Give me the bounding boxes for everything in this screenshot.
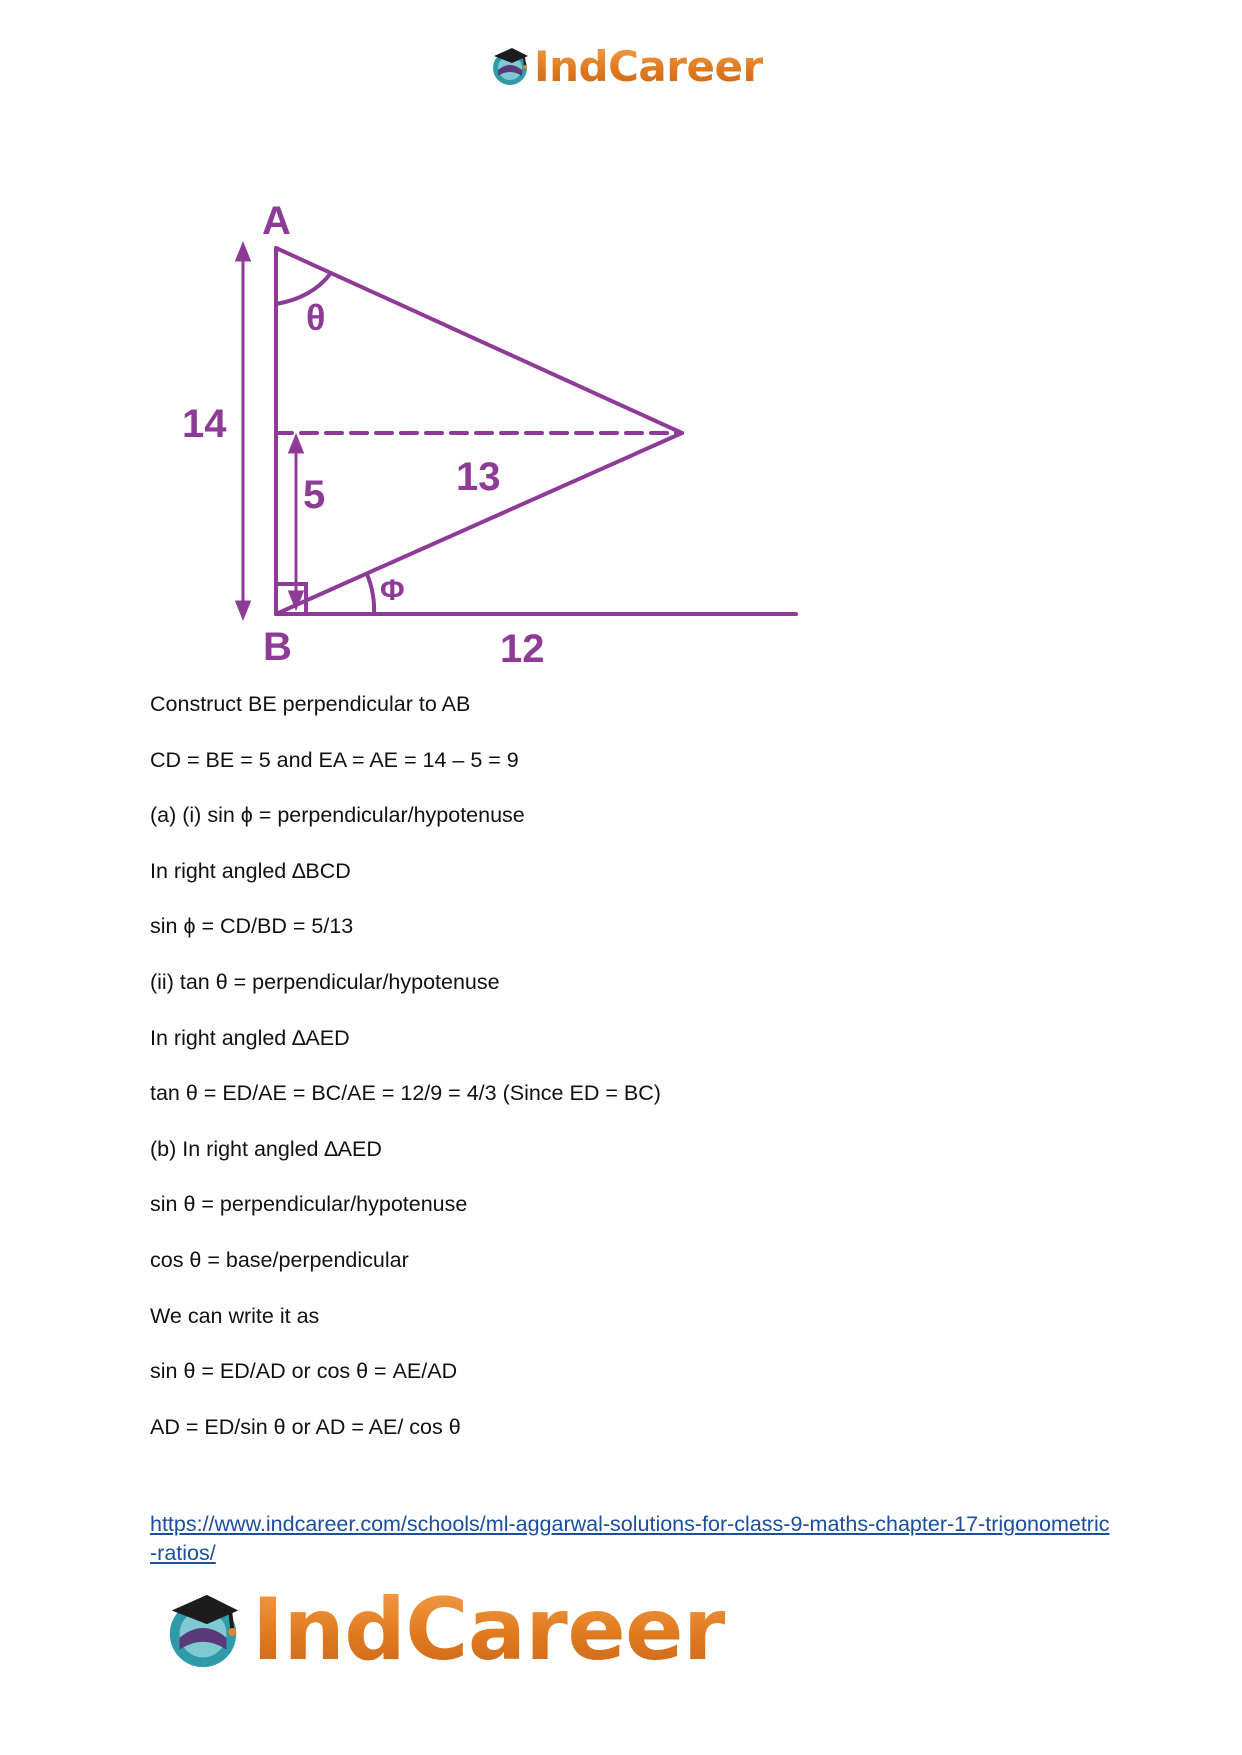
solution-line: Construct BE perpendicular to AB [150, 692, 471, 716]
phi-arc [367, 574, 374, 614]
solution-line: We can write it as [150, 1303, 320, 1328]
solution-line: tan θ = ED/AE = BC/AE = 12/9 = 4/3 (Since ED = BC) [150, 1081, 661, 1106]
label-13: 13 [456, 455, 501, 499]
label-a: A [262, 199, 291, 243]
solution-line: sin θ = perpendicular/hypotenuse [150, 1192, 468, 1217]
solution-line: (ii) tan θ = perpendicular/hypotenuse [150, 969, 500, 994]
label-12: 12 [500, 627, 545, 671]
label-phi: Φ [380, 574, 405, 607]
solution-line: cos θ = base/perpendicular [150, 1247, 409, 1272]
solution-line: sin ϕ = CD/BD = 5/13 [150, 914, 354, 939]
header-logo[interactable] [488, 42, 763, 90]
logo-text: IndCareer [534, 41, 763, 91]
label-14: 14 [182, 402, 227, 446]
solution-line: (b) In right angled ∆AED [150, 1136, 382, 1161]
label-theta: θ [306, 297, 326, 338]
triangle-diagram [160, 190, 820, 680]
logo-text: IndCareer [252, 1580, 725, 1680]
solution-line: (a) (i) sin ϕ = perpendicular/hypotenuse [150, 803, 525, 828]
footer-logo[interactable] [160, 1582, 725, 1678]
label-b: B [263, 625, 292, 669]
graduation-globe-icon [160, 1587, 246, 1673]
solution-line: sin θ = ED/AD or cos θ = AE/AD [150, 1359, 458, 1384]
solution-line: In right angled ∆BCD [150, 858, 351, 883]
source-link[interactable]: https://www.indcareer.com/schools/ml-aggarwal-solutions-for-class-9-maths-chapter-17-trigonometric-ratios/ [150, 1512, 1110, 1565]
graduation-globe-icon [488, 44, 532, 88]
solution-line: CD = BE = 5 and EA = AE = 14 – 5 = 9 [150, 747, 519, 772]
solution-line: In right angled ∆AED [150, 1025, 350, 1050]
side-ad [276, 248, 682, 433]
label-5: 5 [303, 473, 326, 517]
solution-line: AD = ED/sin θ or AD = AE/ cos θ [150, 1414, 461, 1439]
solution-text [150, 690, 1110, 1468]
